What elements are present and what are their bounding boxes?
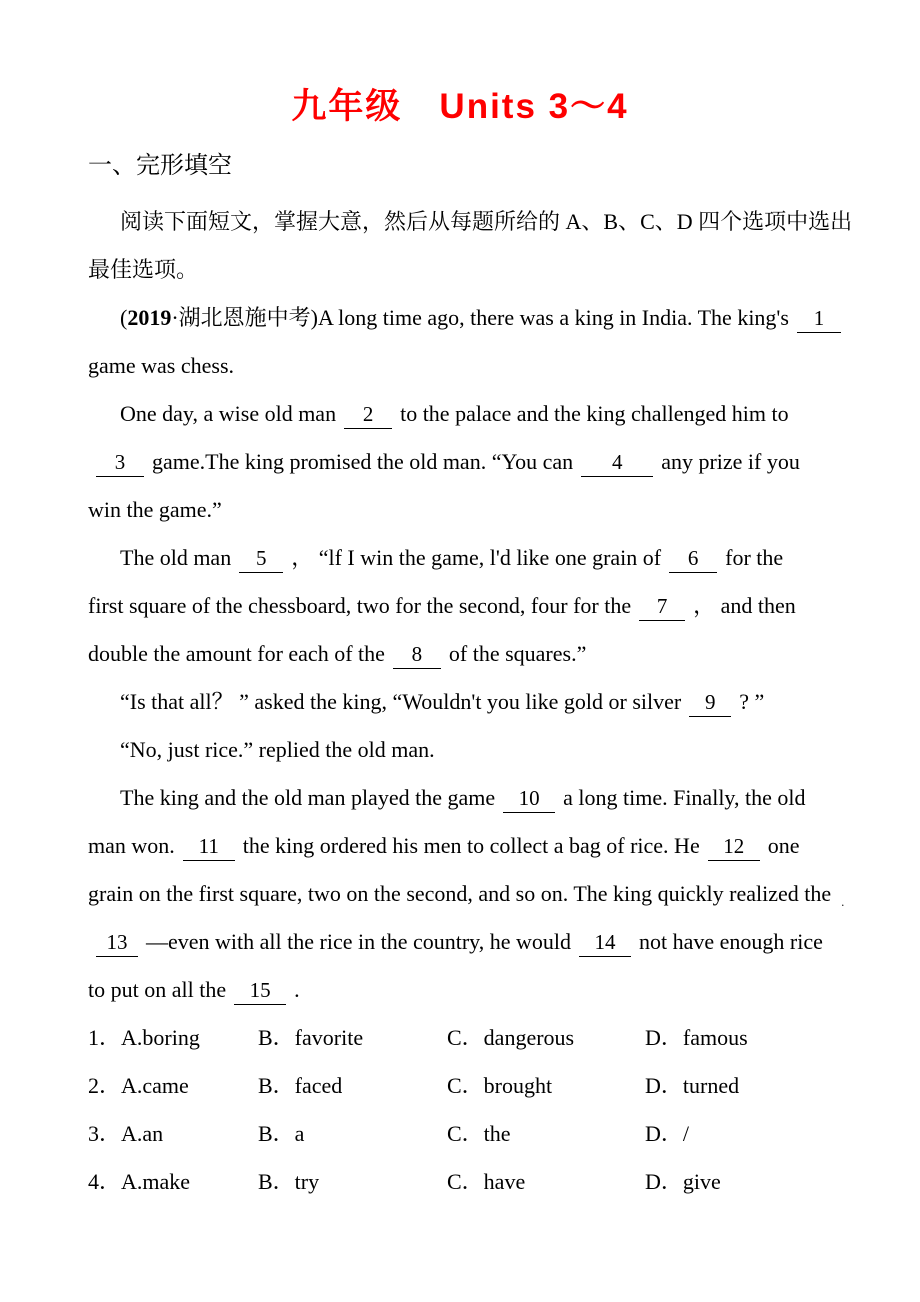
question-number: 2． [88,1073,122,1098]
option-c: C．brought [447,1073,553,1098]
section-heading-cloze: 一、完形填空 [88,153,232,179]
instruction-line: 最佳选项。 [88,257,199,282]
passage-text: to the palace and the king challenged him to [400,401,789,426]
passage-text: The king and the old man played the game [120,785,496,810]
passage-line [88,294,836,342]
option-c: C．dangerous [447,1025,575,1050]
passage-line [88,438,836,486]
option-b: B．a [258,1121,305,1146]
option-d: D．famous [645,1025,748,1050]
passage-text: the king ordered his men to collect a bag of rice. He [242,833,700,858]
passage-text: ·湖北恩施中考)A long time ago, there was a king in India. The king's [171,305,789,330]
blank-7: 7 [639,593,685,621]
passage-text: . [294,977,300,1002]
option-b: B．faced [258,1073,343,1098]
passage-line [88,918,836,966]
blank-15: 15 [234,977,286,1005]
question-row [88,1110,836,1158]
passage-text: of the squares.” [448,641,587,666]
blank-13: 13 [96,929,138,957]
passage-text: first square of the chessboard, two for the second, four for the [88,593,632,618]
passage-text: win the game.” [88,497,222,522]
passage-line [88,582,836,630]
question-cell-a [88,1014,258,1062]
passage-text: ( [120,305,128,330]
option-a: A.boring [121,1025,200,1050]
question-cell-a [88,1062,258,1110]
question-row [88,1014,836,1062]
blank-6: 6 [669,545,717,573]
question-cell-a [88,1158,258,1206]
cloze-body [88,198,853,1206]
passage-text: “No, just rice.” replied the old man. [120,737,435,762]
passage-line [88,726,836,774]
passage-text: —even with all the rice in the country, he would [146,929,572,954]
option-a: A.an [121,1121,164,1146]
blank-12: 12 [708,833,760,861]
passage-text: ， and then [693,593,796,618]
page-title: 九年级 Units 3～4 [291,87,629,126]
source-tag-year: 2019 [127,305,172,330]
passage-text: The old man [120,545,232,570]
question-row [88,1158,836,1206]
blank-3: 3 [96,449,144,477]
passage-line [88,486,836,534]
passage-line [88,870,845,918]
question-number: 4． [88,1169,122,1194]
question-number: 1． [88,1025,122,1050]
blank-5: 5 [239,545,283,573]
passage-line [88,774,836,822]
option-c: C．the [447,1121,511,1146]
passage-text: game.The king promised the old man. “You can [152,449,574,474]
blank-8: 8 [393,641,441,669]
passage-text: One day, a wise old man [120,401,337,426]
option-d: D．give [645,1169,721,1194]
cloze-questions [88,1014,836,1206]
blank-14: 14 [579,929,631,957]
passage-line [88,630,836,678]
passage-text: for the [725,545,784,570]
passage-line [88,822,836,870]
cloze-passage [88,294,845,1014]
passage-line [88,342,836,390]
passage-line [88,966,836,1014]
passage-text: grain on the first square, two on the second, and so on. The king quickly realized the [88,881,832,906]
question-cell-a [88,1110,258,1158]
passage-line [88,390,836,438]
passage-text: double the amount for each of the [88,641,385,666]
passage-text: one [767,833,800,858]
blank-1: 1 [797,305,841,333]
option-c: C．have [447,1169,526,1194]
passage-text: a long time. Finally, the old [563,785,806,810]
passage-text: to put on all the [88,977,227,1002]
option-a: A.make [121,1169,191,1194]
passage-line [88,534,836,582]
blank-9: 9 [689,689,731,717]
option-b: B．favorite [258,1025,364,1050]
document-content [88,148,853,1206]
passage-text: ? ” [739,689,765,714]
blank-10: 10 [503,785,555,813]
passage-text: any prize if you [661,449,800,474]
passage-text: . [841,894,845,909]
passage-text: not have enough rice [639,929,823,954]
option-a: A.came [121,1073,189,1098]
instruction-line: 阅读下面短文，掌握大意，然后从每题所给的 A、B、C、D 四个选项中选出 [120,209,853,234]
blank-2: 2 [344,401,392,429]
question-number: 3． [88,1121,122,1146]
passage-text: “Is that all？ ” asked the king, “Wouldn't you like gold or silver [120,689,682,714]
blank-4: 4 [581,449,653,477]
option-d: D．/ [645,1121,690,1146]
question-row [88,1062,836,1110]
blank-11: 11 [183,833,235,861]
option-d: D．turned [645,1073,740,1098]
passage-text: ， “lf I win the game, l'd like one grain of [291,545,662,570]
passage-line [88,678,836,726]
option-b: B．try [258,1169,320,1194]
passage-text: game was chess. [88,353,235,378]
passage-text: man won. [88,833,175,858]
